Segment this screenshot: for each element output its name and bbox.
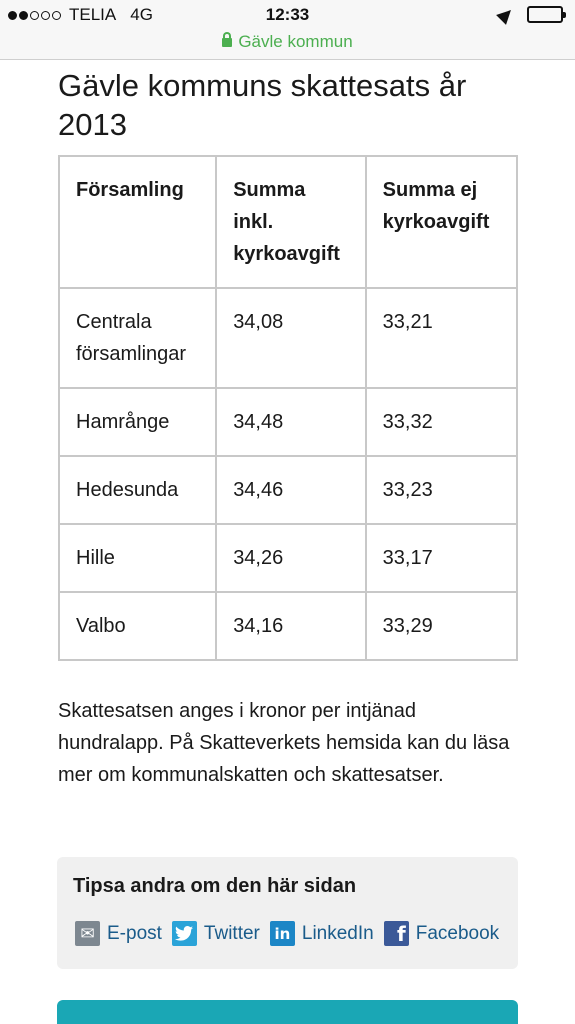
table-row	[59, 524, 517, 592]
share-title: Tipsa andra om den här sidan	[73, 875, 357, 897]
parish-cell: Centrala församlingar	[59, 288, 216, 388]
share-twitter-label: Twitter	[203, 922, 260, 944]
table-row	[59, 288, 517, 388]
incl-fee-cell: 34,26	[216, 524, 365, 592]
incl-fee-cell: 34,48	[216, 388, 365, 456]
column-header-parish: Församling	[59, 156, 216, 288]
share-box	[57, 857, 518, 969]
share-facebook-link[interactable]	[384, 921, 499, 946]
excl-fee-cell: 33,32	[366, 388, 517, 456]
status-icons	[499, 6, 563, 23]
share-email-link[interactable]	[75, 921, 162, 946]
twitter-icon	[172, 921, 197, 946]
table-header-row	[59, 156, 517, 288]
parish-cell: Hamrånge	[59, 388, 216, 456]
tax-description: Skattesatsen anges i kronor per intjänad hundralapp. På Skatteverkets hemsida kan du läsa mer om kommunalskatten och skattesatser.	[58, 700, 510, 786]
table-row	[59, 456, 517, 524]
tax-rate-table	[58, 155, 518, 661]
table-row	[59, 388, 517, 456]
parish-cell: Hedesunda	[59, 456, 216, 524]
incl-fee-cell: 34,08	[216, 288, 365, 388]
page-title: Gävle kommuns skattesats år 2013	[58, 68, 467, 142]
share-twitter-link[interactable]	[172, 921, 260, 946]
lock-icon	[222, 38, 232, 47]
share-email-label: E-post	[107, 922, 162, 944]
share-facebook-label: Facebook	[415, 922, 500, 944]
carrier-name: TELIA	[69, 5, 117, 24]
excl-fee-cell: 33,21	[366, 288, 517, 388]
excl-fee-cell: 33,23	[366, 456, 517, 524]
network-type: 4G	[130, 5, 153, 24]
column-header-excl-church-fee: Summa ej kyrkoavgift	[366, 156, 517, 288]
share-linkedin-label: LinkedIn	[301, 922, 374, 944]
facebook-icon: f	[384, 921, 409, 946]
linkedin-icon: in	[270, 921, 295, 946]
excl-fee-cell: 33,17	[366, 524, 517, 592]
share-linkedin-link[interactable]	[270, 921, 374, 946]
share-links	[75, 921, 499, 946]
table-row	[59, 592, 517, 660]
status-bar	[0, 0, 575, 60]
battery-icon	[527, 6, 563, 23]
location-icon	[496, 5, 516, 25]
column-header-incl-church-fee: Summa inkl. kyrkoavgift	[216, 156, 365, 288]
incl-fee-cell: 34,46	[216, 456, 365, 524]
clock: 12:33	[265, 5, 310, 24]
excl-fee-cell: 33,29	[366, 592, 517, 660]
parish-cell: Hille	[59, 524, 216, 592]
incl-fee-cell: 34,16	[216, 592, 365, 660]
next-section-bar[interactable]	[57, 1000, 518, 1024]
parish-cell: Valbo	[59, 592, 216, 660]
site-name: Gävle kommun	[238, 32, 353, 51]
address-bar[interactable]	[0, 32, 575, 52]
mail-icon: ✉	[75, 921, 100, 946]
